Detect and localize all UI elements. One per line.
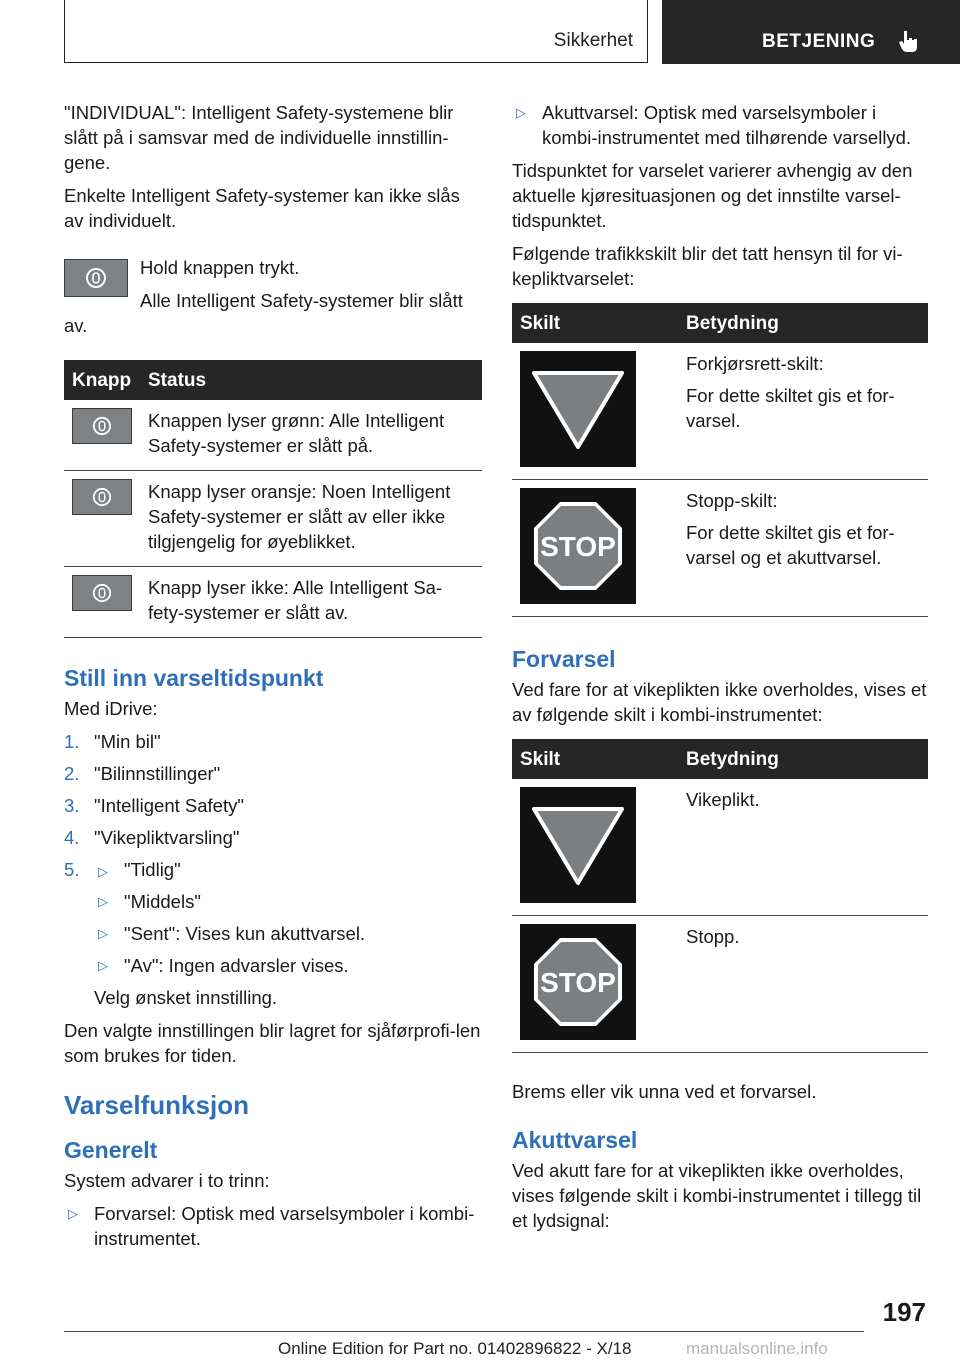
heading-still-inn: Still inn varseltidspunkt xyxy=(64,665,324,691)
heading-forvarsel: Forvarsel xyxy=(512,646,616,672)
col-header-status: Status xyxy=(140,360,482,400)
stop-sign-icon xyxy=(530,498,626,594)
heading-generelt: Generelt xyxy=(64,1137,158,1163)
meaning-line1: Stopp. xyxy=(686,926,740,947)
header-section-tab xyxy=(64,0,648,63)
header-section-label: Sikkerhet xyxy=(553,30,633,51)
list-item: 5. ▷ "Tidlig" xyxy=(64,857,482,882)
sign-table-2 xyxy=(512,739,928,1053)
safety-button-icon xyxy=(92,487,112,507)
safety-button-image xyxy=(72,575,132,611)
heading-akuttvarsel: Akuttvarsel xyxy=(512,1127,638,1153)
velg-text: Velg ønsket innstilling. xyxy=(94,987,278,1008)
right-column xyxy=(512,100,928,1241)
stop-sign-image xyxy=(520,488,636,604)
meaning-line1: Vikeplikt. xyxy=(686,789,760,810)
list-item: 4. "Vikepliktvarsling" xyxy=(64,827,240,848)
col-header-sign: Skilt xyxy=(512,739,678,779)
list-item: 1. "Min bil" xyxy=(64,731,161,752)
col-header-button: Knapp xyxy=(64,360,140,400)
table-row xyxy=(512,779,928,916)
meaning-line1: Forkjørsrett-skilt: xyxy=(686,353,824,374)
page-number: 197 xyxy=(882,1297,926,1327)
triangle-bullet-icon: ▷ xyxy=(98,864,108,879)
list-item: ▷ "Sent": Vises kun akuttvarsel. xyxy=(98,923,366,944)
list-item: ▷ "Av": Ingen advarsler vises. xyxy=(98,955,349,976)
col-header-sign: Skilt xyxy=(512,303,678,343)
sign-table-1 xyxy=(512,303,928,617)
footer-divider xyxy=(64,1331,864,1332)
intro-individual: "INDIVIDUAL": Intelligent Safety-systemene blir slått på i samsvar med de individuelle innstillin-gene. xyxy=(64,102,454,173)
hold-line2: Alle Intelligent Safety-systemer blir slått av. xyxy=(64,290,463,336)
table-row xyxy=(512,480,928,617)
table-row xyxy=(512,343,928,480)
safety-button-image xyxy=(72,408,132,444)
footer-edition: Online Edition for Part no. 01402896822 - X/18 xyxy=(278,1339,632,1358)
safety-button-icon xyxy=(92,583,112,603)
col-header-meaning: Betydning xyxy=(678,303,928,343)
meaning-line2: For dette skiltet gis et for-varsel og et akuttvarsel. xyxy=(686,522,895,568)
button-status-table xyxy=(64,360,482,638)
col-header-meaning: Betydning xyxy=(678,739,928,779)
triangle-bullet-icon: ▷ xyxy=(98,926,108,941)
two-stage-text: System advarer i to trinn: xyxy=(64,1170,270,1191)
safety-button-icon xyxy=(92,416,112,436)
timing-text: Tidspunktet for varselet varierer avhengig av den aktuelle kjøresituasjonen og det innstilte varsel-tidspunktet. xyxy=(512,160,913,231)
yield-sign-icon xyxy=(530,367,626,451)
forvarsel-text: Ved fare for at vikeplikten ikke overholdes, vises et av følgende skilt i kombi-instrumentet: xyxy=(512,679,927,725)
left-column xyxy=(64,100,482,1259)
heading-varselfunksjon: Varselfunksjon xyxy=(64,1090,249,1120)
list-item: ▷ "Middels" xyxy=(98,891,201,912)
brems-text: Brems eller vik unna ved et forvarsel. xyxy=(512,1081,817,1102)
yield-sign-image xyxy=(520,351,636,467)
list-item: ▷ Forvarsel: Optisk med varselsymboler i kombi-instrumentet. xyxy=(68,1203,475,1249)
table-row xyxy=(64,567,482,638)
hold-line1: Hold knappen trykt. xyxy=(140,257,300,278)
stop-sign-text: STOP xyxy=(540,967,616,998)
table-row xyxy=(64,471,482,567)
akutt-text: Ved akutt fare for at vikeplikten ikke overholdes, vises følgende skilt i kombi-instrumentet i tillegg til et lydsignal: xyxy=(512,1160,922,1231)
triangle-bullet-icon: ▷ xyxy=(98,894,108,909)
yield-sign-image xyxy=(520,787,636,903)
hand-pointer-icon xyxy=(896,28,922,54)
stop-sign-image xyxy=(520,924,636,1040)
meaning-line2: For dette skiltet gis et for-varsel. xyxy=(686,385,895,431)
safety-button-image xyxy=(64,259,128,297)
list-item: 2. "Bilinnstillinger" xyxy=(64,763,221,784)
status-text: Knappen lyser grønn: Alle Intelligent Safety-systemer er slått på. xyxy=(140,400,482,471)
signs-intro: Følgende trafikkskilt blir det tatt hensyn til for vi-kepliktvarselet: xyxy=(512,243,903,289)
triangle-bullet-icon: ▷ xyxy=(98,958,108,973)
list-item: 3. "Intelligent Safety" xyxy=(64,795,244,816)
list-item: ▷ Akuttvarsel: Optisk med varselsymboler i kombi-instrumentet med tilhørende varsellyd. xyxy=(516,102,912,148)
hold-button-block xyxy=(64,255,482,338)
profile-note: Den valgte innstillingen blir lagret for sjåførprofi-len som brukes for tiden. xyxy=(64,1020,481,1066)
status-text: Knapp lyser ikke: Alle Intelligent Sa-fety-systemer er slått av. xyxy=(140,567,482,638)
status-text: Knapp lyser oransje: Noen Intelligent Safety-systemer er slått av eller ikke tilgjengelig for øyeblikket. xyxy=(140,471,482,567)
stop-sign-icon xyxy=(530,934,626,1030)
table-row xyxy=(64,400,482,471)
meaning-line1: Stopp-skilt: xyxy=(686,490,778,511)
header-chapter-tab xyxy=(662,0,960,64)
triangle-bullet-icon: ▷ xyxy=(68,1206,78,1221)
safety-button-image xyxy=(72,479,132,515)
footer-watermark: manualsonline.info xyxy=(686,1339,828,1358)
med-idrive: Med iDrive: xyxy=(64,698,158,719)
intro-not-individual: Enkelte Intelligent Safety-systemer kan ikke slås av individuelt. xyxy=(64,185,460,231)
stop-sign-text: STOP xyxy=(540,531,616,562)
table-row xyxy=(512,916,928,1053)
yield-sign-icon xyxy=(530,803,626,887)
safety-button-icon xyxy=(85,267,107,289)
header-chapter-label: BETJENING xyxy=(762,31,876,52)
triangle-bullet-icon: ▷ xyxy=(516,105,526,120)
